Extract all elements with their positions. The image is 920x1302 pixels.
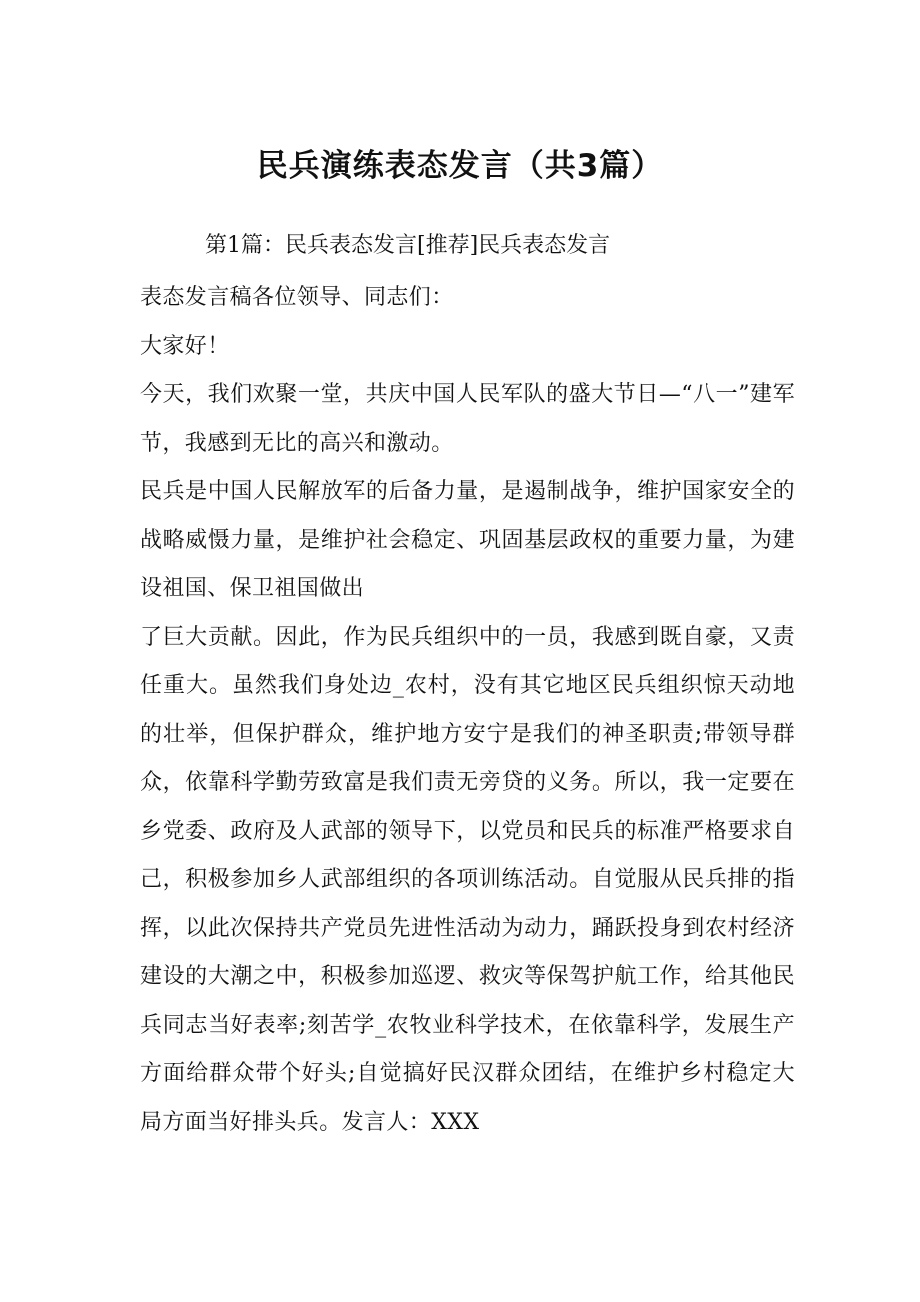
body-paragraph-militia-role: 民兵是中国人民解放军的后备力量，是遏制战争，维护国家安全的战略威慑力量，是维护社会稳定、巩固基层政权的重要力量，为建设祖国、保卫祖国做出 xyxy=(140,479,795,601)
document-body xyxy=(140,274,795,1147)
body-paragraph-intro: 今天，我们欢聚一堂，共庆中国人民军队的盛大节日—“八一”建军节，我感到无比的高兴和激动。 xyxy=(140,382,795,456)
body-paragraph-salutation: 表态发言稿各位领导、同志们： xyxy=(140,285,454,310)
body-paragraph-commitment: 了巨大贡献。因此，作为民兵组织中的一员，我感到既自豪，又责任重大。虽然我们身处边_农村，没有其它地区民兵组织惊天动地的壮举，但保护群众，维护地方安宁是我们的神圣职责;带领导群众，依靠科学勤劳致富是我们责无旁贷的义务。所以，我一定要在乡党委、政府及人武部的领导下，以党员和民兵的标准严格要求自己，积极参加乡人武部组织的各项训练活动。自觉服从民兵排的指挥，以此次保持共产党员先进性活动为动力，踊跃投身到农村经济建设的大潮之中，积极参加巡逻、救灾等保驾护航工作，给其他民兵同志当好表率;刻苦学_农牧业科学技术，在依靠科学，发展生产方面给群众带个好头;自觉搞好民汉群众团结，在维护乡村稳定大局方面当好排头兵。发言人：XXX xyxy=(140,624,795,1135)
document-title: 民兵演练表态发言（共3篇） xyxy=(256,148,664,184)
section-heading: 第1篇：民兵表态发言[推荐]民兵表态发言 xyxy=(205,233,611,258)
body-paragraph-greeting: 大家好！ xyxy=(140,333,230,359)
